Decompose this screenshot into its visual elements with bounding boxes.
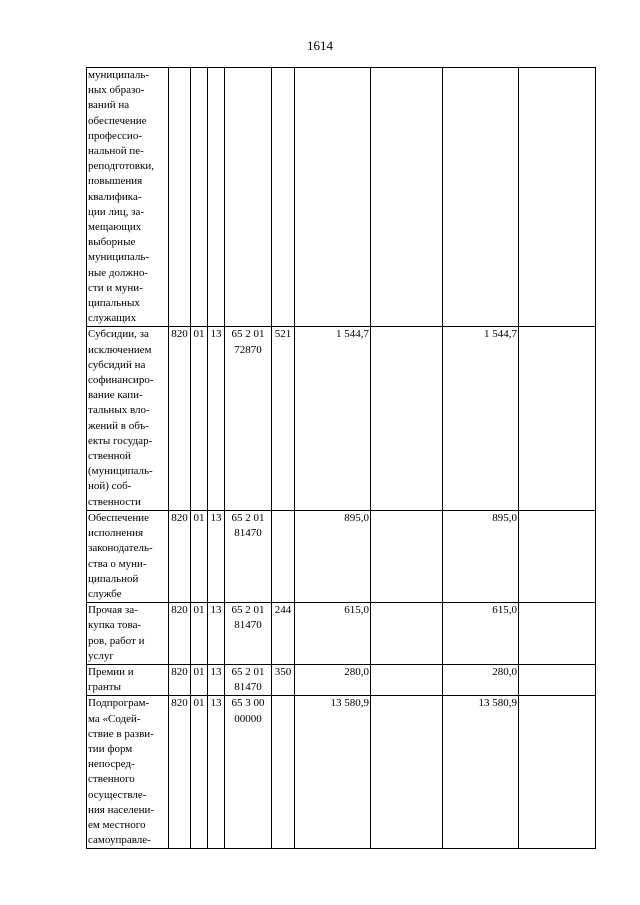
- cell-col9: [519, 510, 596, 602]
- target-code-line: 81470: [234, 527, 262, 540]
- name-line: профессио-: [88, 129, 142, 142]
- target-code-line: 65 3 00: [231, 697, 265, 710]
- name-line: ния населени-: [88, 803, 155, 816]
- table-row: [87, 696, 596, 849]
- cell-col7: [371, 68, 443, 327]
- name-line: сти и муни-: [88, 281, 143, 294]
- target-code-line: 00000: [234, 712, 262, 725]
- cell-col7: [371, 603, 443, 665]
- name-line: ем местного: [88, 818, 146, 831]
- cell-col7: [371, 664, 443, 695]
- cell-name: [87, 510, 169, 602]
- cell-subsection-code: 13: [208, 510, 225, 602]
- name-line: осуществле-: [88, 788, 147, 801]
- name-line: реподготовки,: [88, 160, 154, 173]
- name-line: гранты: [88, 681, 121, 694]
- name-line: нальной пе-: [88, 145, 144, 158]
- name-line: служащих: [88, 312, 137, 325]
- cell-col7: [371, 696, 443, 849]
- table-row: [87, 664, 596, 695]
- name-line: купка това-: [88, 619, 142, 632]
- name-line: повышения: [88, 175, 143, 188]
- cell-section-code: 01: [191, 327, 208, 510]
- budget-table: [86, 67, 596, 849]
- cell-expense-type: 521: [272, 327, 295, 510]
- name-line: услуг: [88, 649, 114, 662]
- table-body: [87, 68, 596, 849]
- name-line: квалифика-: [88, 190, 142, 203]
- cell-col8: 1 544,7: [443, 327, 519, 510]
- cell-amount: 280,0: [295, 664, 371, 695]
- target-code-line: 81470: [234, 681, 262, 694]
- cell-amount: 895,0: [295, 510, 371, 602]
- cell-name: [87, 603, 169, 665]
- cell-col7: [371, 327, 443, 510]
- cell-target-code: [225, 664, 272, 695]
- name-line: ствие в разви-: [88, 727, 154, 740]
- name-line: муниципаль-: [88, 251, 150, 264]
- target-code-line: 65 2 01: [231, 604, 265, 617]
- table-row: [87, 510, 596, 602]
- cell-ministry-code: [169, 68, 191, 327]
- name-line: Обеспечение: [88, 511, 149, 524]
- target-code-line: 81470: [234, 619, 262, 632]
- name-line: ственной: [88, 450, 131, 463]
- name-line: Подпрограм-: [88, 697, 150, 710]
- cell-col9: [519, 327, 596, 510]
- cell-section-code: 01: [191, 510, 208, 602]
- cell-expense-type: 350: [272, 664, 295, 695]
- cell-amount: 615,0: [295, 603, 371, 665]
- table-row: [87, 68, 596, 327]
- cell-amount: 1 544,7: [295, 327, 371, 510]
- cell-ministry-code: 820: [169, 664, 191, 695]
- cell-name: [87, 68, 169, 327]
- cell-amount: [295, 68, 371, 327]
- cell-col8: [443, 68, 519, 327]
- name-line: непосред-: [88, 758, 135, 771]
- name-line: муниципаль-: [88, 69, 150, 81]
- cell-target-code: [225, 603, 272, 665]
- cell-expense-type: 244: [272, 603, 295, 665]
- cell-subsection-code: 13: [208, 327, 225, 510]
- cell-col8: 615,0: [443, 603, 519, 665]
- name-line: ственности: [88, 495, 141, 508]
- cell-ministry-code: 820: [169, 327, 191, 510]
- cell-name: [87, 664, 169, 695]
- name-line: ции лиц, за-: [88, 205, 145, 218]
- name-line: выборные: [88, 236, 136, 249]
- name-line: самоуправле-: [88, 834, 151, 847]
- name-line: ных образо-: [88, 84, 145, 97]
- cell-subsection-code: 13: [208, 603, 225, 665]
- name-line: ципальной: [88, 572, 139, 585]
- table-row: [87, 327, 596, 510]
- name-line: Прочая за-: [88, 604, 138, 617]
- cell-name: [87, 327, 169, 510]
- table-row: [87, 603, 596, 665]
- cell-section-code: 01: [191, 664, 208, 695]
- cell-amount: 13 580,9: [295, 696, 371, 849]
- name-line: исключением: [88, 343, 152, 356]
- name-line: ров, работ и: [88, 634, 145, 647]
- target-code-line: 65 2 01: [231, 665, 265, 678]
- cell-expense-type: [272, 696, 295, 849]
- cell-ministry-code: 820: [169, 603, 191, 665]
- name-line: исполнения: [88, 527, 144, 540]
- target-code-line: 72870: [234, 343, 262, 356]
- cell-expense-type: [272, 68, 295, 327]
- cell-target-code: [225, 327, 272, 510]
- name-line: законодатель-: [88, 542, 153, 555]
- name-line: ства о муни-: [88, 557, 147, 570]
- cell-col8: 13 580,9: [443, 696, 519, 849]
- cell-section-code: 01: [191, 696, 208, 849]
- cell-subsection-code: 13: [208, 696, 225, 849]
- name-line: ма «Содей-: [88, 712, 141, 725]
- cell-col8: 280,0: [443, 664, 519, 695]
- name-line: ной) соб-: [88, 480, 132, 493]
- name-line: службе: [88, 587, 122, 600]
- cell-target-code: [225, 68, 272, 327]
- name-line: тальных вло-: [88, 404, 150, 417]
- name-line: софинансиро-: [88, 374, 154, 387]
- cell-col8: 895,0: [443, 510, 519, 602]
- name-line: екты государ-: [88, 434, 153, 447]
- cell-section-code: 01: [191, 603, 208, 665]
- name-line: обеспечение: [88, 114, 147, 127]
- cell-col9: [519, 603, 596, 665]
- cell-col9: [519, 696, 596, 849]
- cell-col9: [519, 68, 596, 327]
- name-line: ваний на: [88, 99, 130, 112]
- name-line: субсидий на: [88, 358, 146, 371]
- name-line: тии форм: [88, 742, 133, 755]
- name-line: Премии и: [88, 665, 134, 678]
- name-line: Субсидии, за: [88, 328, 149, 341]
- cell-ministry-code: 820: [169, 696, 191, 849]
- name-line: (муниципаль-: [88, 465, 153, 478]
- cell-subsection-code: [208, 68, 225, 327]
- cell-name: [87, 696, 169, 849]
- name-line: вание капи-: [88, 389, 143, 402]
- cell-target-code: [225, 696, 272, 849]
- cell-col9: [519, 664, 596, 695]
- cell-section-code: [191, 68, 208, 327]
- page-number: 1614: [307, 38, 333, 53]
- name-line: ственного: [88, 773, 135, 786]
- cell-expense-type: [272, 510, 295, 602]
- name-line: ные должно-: [88, 266, 149, 279]
- name-line: жений в объ-: [88, 419, 149, 432]
- cell-col7: [371, 510, 443, 602]
- name-line: мещающих: [88, 221, 142, 234]
- target-code-line: 65 2 01: [231, 511, 265, 524]
- name-line: ципальных: [88, 297, 140, 310]
- cell-target-code: [225, 510, 272, 602]
- target-code-line: 65 2 01: [231, 328, 265, 341]
- cell-ministry-code: 820: [169, 510, 191, 602]
- cell-subsection-code: 13: [208, 664, 225, 695]
